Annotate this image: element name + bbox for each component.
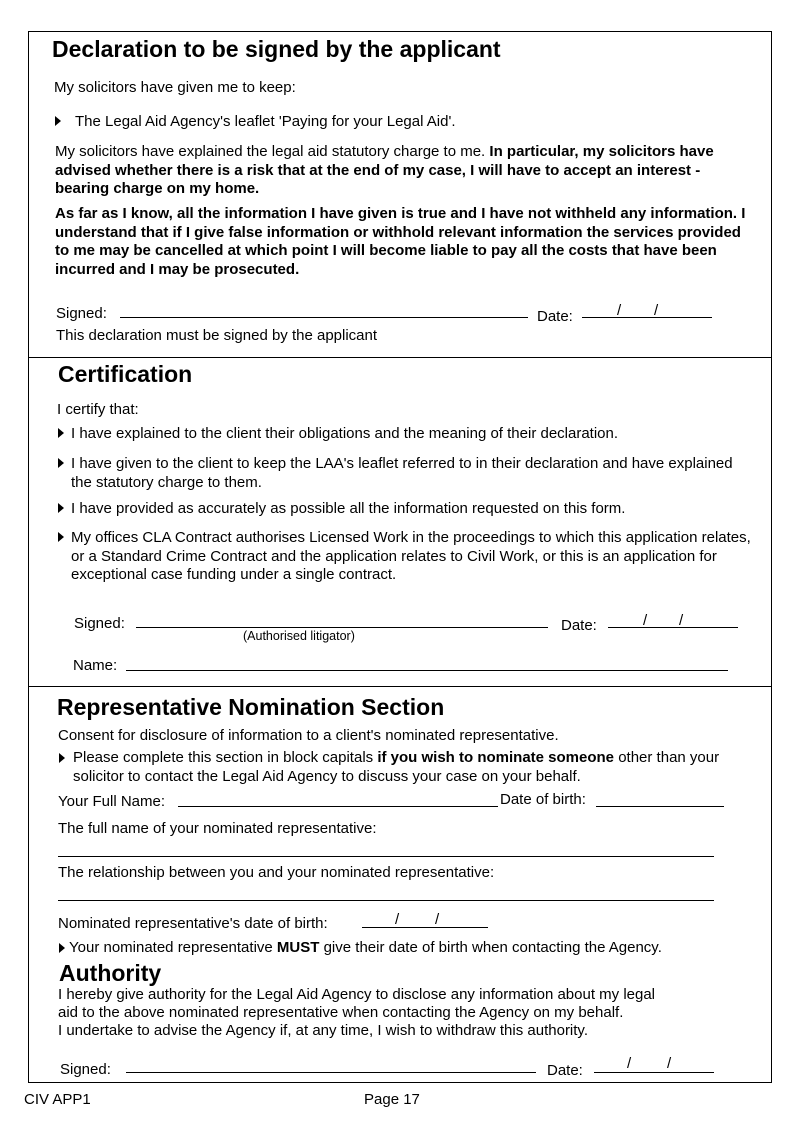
- certification-item: I have given to the client to keep the LAA's leaflet referred to in their declaration and have explained the statutory charge to them.: [71, 455, 733, 491]
- bullet-icon: [59, 943, 65, 953]
- certification-name-label: Name:: [73, 657, 118, 674]
- page-number: Page 17: [364, 1091, 420, 1108]
- bullet-icon: [55, 116, 61, 126]
- date-separator: /: [643, 612, 648, 629]
- declaration-signature-line[interactable]: [120, 317, 528, 318]
- declaration-bullet: The Legal Aid Agency's leaflet 'Paying for your Legal Aid'.: [75, 113, 456, 130]
- nomination-instruction-pre: Please complete this section in block capitals: [73, 749, 378, 766]
- nomination-title: Representative Nomination Section: [57, 694, 445, 720]
- date-separator: /: [654, 302, 659, 319]
- rep-must-note: [69, 939, 662, 958]
- nomination-instruction-bold: if you wish to nominate someone: [377, 749, 615, 766]
- bullet-icon: [58, 428, 64, 438]
- full-name-label: Your Full Name:: [58, 793, 165, 810]
- relationship-label: The relationship between you and your nominated representative:: [58, 864, 495, 881]
- certification-title: Certification: [58, 361, 193, 387]
- declaration-signed-label: Signed:: [56, 305, 107, 322]
- rep-must-note-pre: Your nominated representative: [69, 939, 277, 956]
- authority-line: I undertake to advise the Agency if, at any time, I wish to withdraw this authority.: [58, 1022, 588, 1039]
- rep-name-line[interactable]: [58, 856, 714, 857]
- certification-item: I have explained to the client their obligations and the meaning of their declaration.: [71, 425, 619, 442]
- authority-title: Authority: [59, 960, 162, 986]
- date-separator: /: [435, 911, 440, 928]
- declaration-paragraph-1-bold: In particular, my solicitors have advised whether there is a risk that at the end of my case, I will have to accept an interest - bearing charge on my home.: [55, 143, 714, 197]
- date-separator: /: [679, 612, 684, 629]
- declaration-date-label: Date:: [537, 308, 573, 325]
- rep-dob-line[interactable]: [362, 927, 488, 928]
- relationship-line[interactable]: [58, 900, 714, 901]
- authority-date-label: Date:: [547, 1062, 583, 1079]
- date-separator: /: [617, 302, 622, 319]
- declaration-paragraph-1: [55, 143, 755, 199]
- bullet-icon: [58, 458, 64, 468]
- bullet-icon: [58, 532, 64, 542]
- nomination-instruction: [73, 749, 733, 786]
- declaration-date-line[interactable]: [582, 317, 712, 318]
- authority-line: I hereby give authority for the Legal Aid Agency to disclose any information about my legal: [58, 986, 656, 1003]
- declaration-title: Declaration to be signed by the applicant: [52, 36, 501, 62]
- authority-signed-label: Signed:: [60, 1061, 111, 1078]
- nomination-consent: Consent for disclosure of information to a client's nominated representative.: [58, 727, 559, 744]
- nomination-instruction-post: other than your solicitor to contact the Legal Aid Agency to discuss your case on your behalf.: [73, 749, 720, 785]
- declaration-paragraph-1-normal: My solicitors have explained the legal aid statutory charge to me.: [55, 143, 490, 160]
- bullet-icon: [58, 503, 64, 513]
- date-of-birth-line[interactable]: [596, 806, 724, 807]
- full-name-line[interactable]: [178, 806, 498, 807]
- declaration-paragraph-2: As far as I know, all the information I have given is true and I have not withheld any information. I understand that if I give false information or withhold relevant information the services provided to me may be cancelled at which point I will become liable to pay all the costs that have been incurred and I may be prosecuted.: [55, 205, 746, 278]
- rep-dob-label: Nominated representative's date of birth:: [58, 915, 328, 932]
- date-separator: /: [395, 911, 400, 928]
- rep-name-label: The full name of your nominated representative:: [58, 820, 377, 837]
- authority-date-line[interactable]: [594, 1072, 714, 1073]
- authority-signature-line[interactable]: [126, 1072, 536, 1073]
- certification-signed-label: Signed:: [74, 615, 125, 632]
- declaration-note: This declaration must be signed by the applicant: [56, 327, 378, 344]
- section-divider: [29, 357, 771, 358]
- certification-name-line[interactable]: [126, 670, 728, 671]
- certification-intro: I certify that:: [57, 401, 139, 418]
- rep-must-note-bold: MUST: [276, 939, 320, 956]
- date-of-birth-label: Date of birth:: [500, 791, 586, 808]
- declaration-intro: My solicitors have given me to keep:: [54, 79, 296, 96]
- authorised-litigator-caption: (Authorised litigator): [243, 629, 355, 643]
- certification-item: I have provided as accurately as possible all the information requested on this form.: [71, 500, 626, 517]
- rep-must-note-post: give their date of birth when contacting the Agency.: [319, 939, 662, 956]
- certification-date-line[interactable]: [608, 627, 738, 628]
- authority-line: aid to the above nominated representative when contacting the Agency on my behalf.: [58, 1004, 624, 1021]
- certification-date-label: Date:: [561, 617, 597, 634]
- certification-item: My offices CLA Contract authorises Licensed Work in the proceedings to which this application relates, or a Standard Crime Contract and the application relates to Civil Work, or this is an application for exceptional case funding under a single contract.: [71, 529, 751, 583]
- date-separator: /: [627, 1055, 632, 1072]
- section-divider: [29, 686, 771, 687]
- bullet-icon: [59, 753, 65, 763]
- certification-signature-line[interactable]: [136, 627, 548, 628]
- date-separator: /: [667, 1055, 672, 1072]
- form-code: CIV APP1: [24, 1091, 91, 1108]
